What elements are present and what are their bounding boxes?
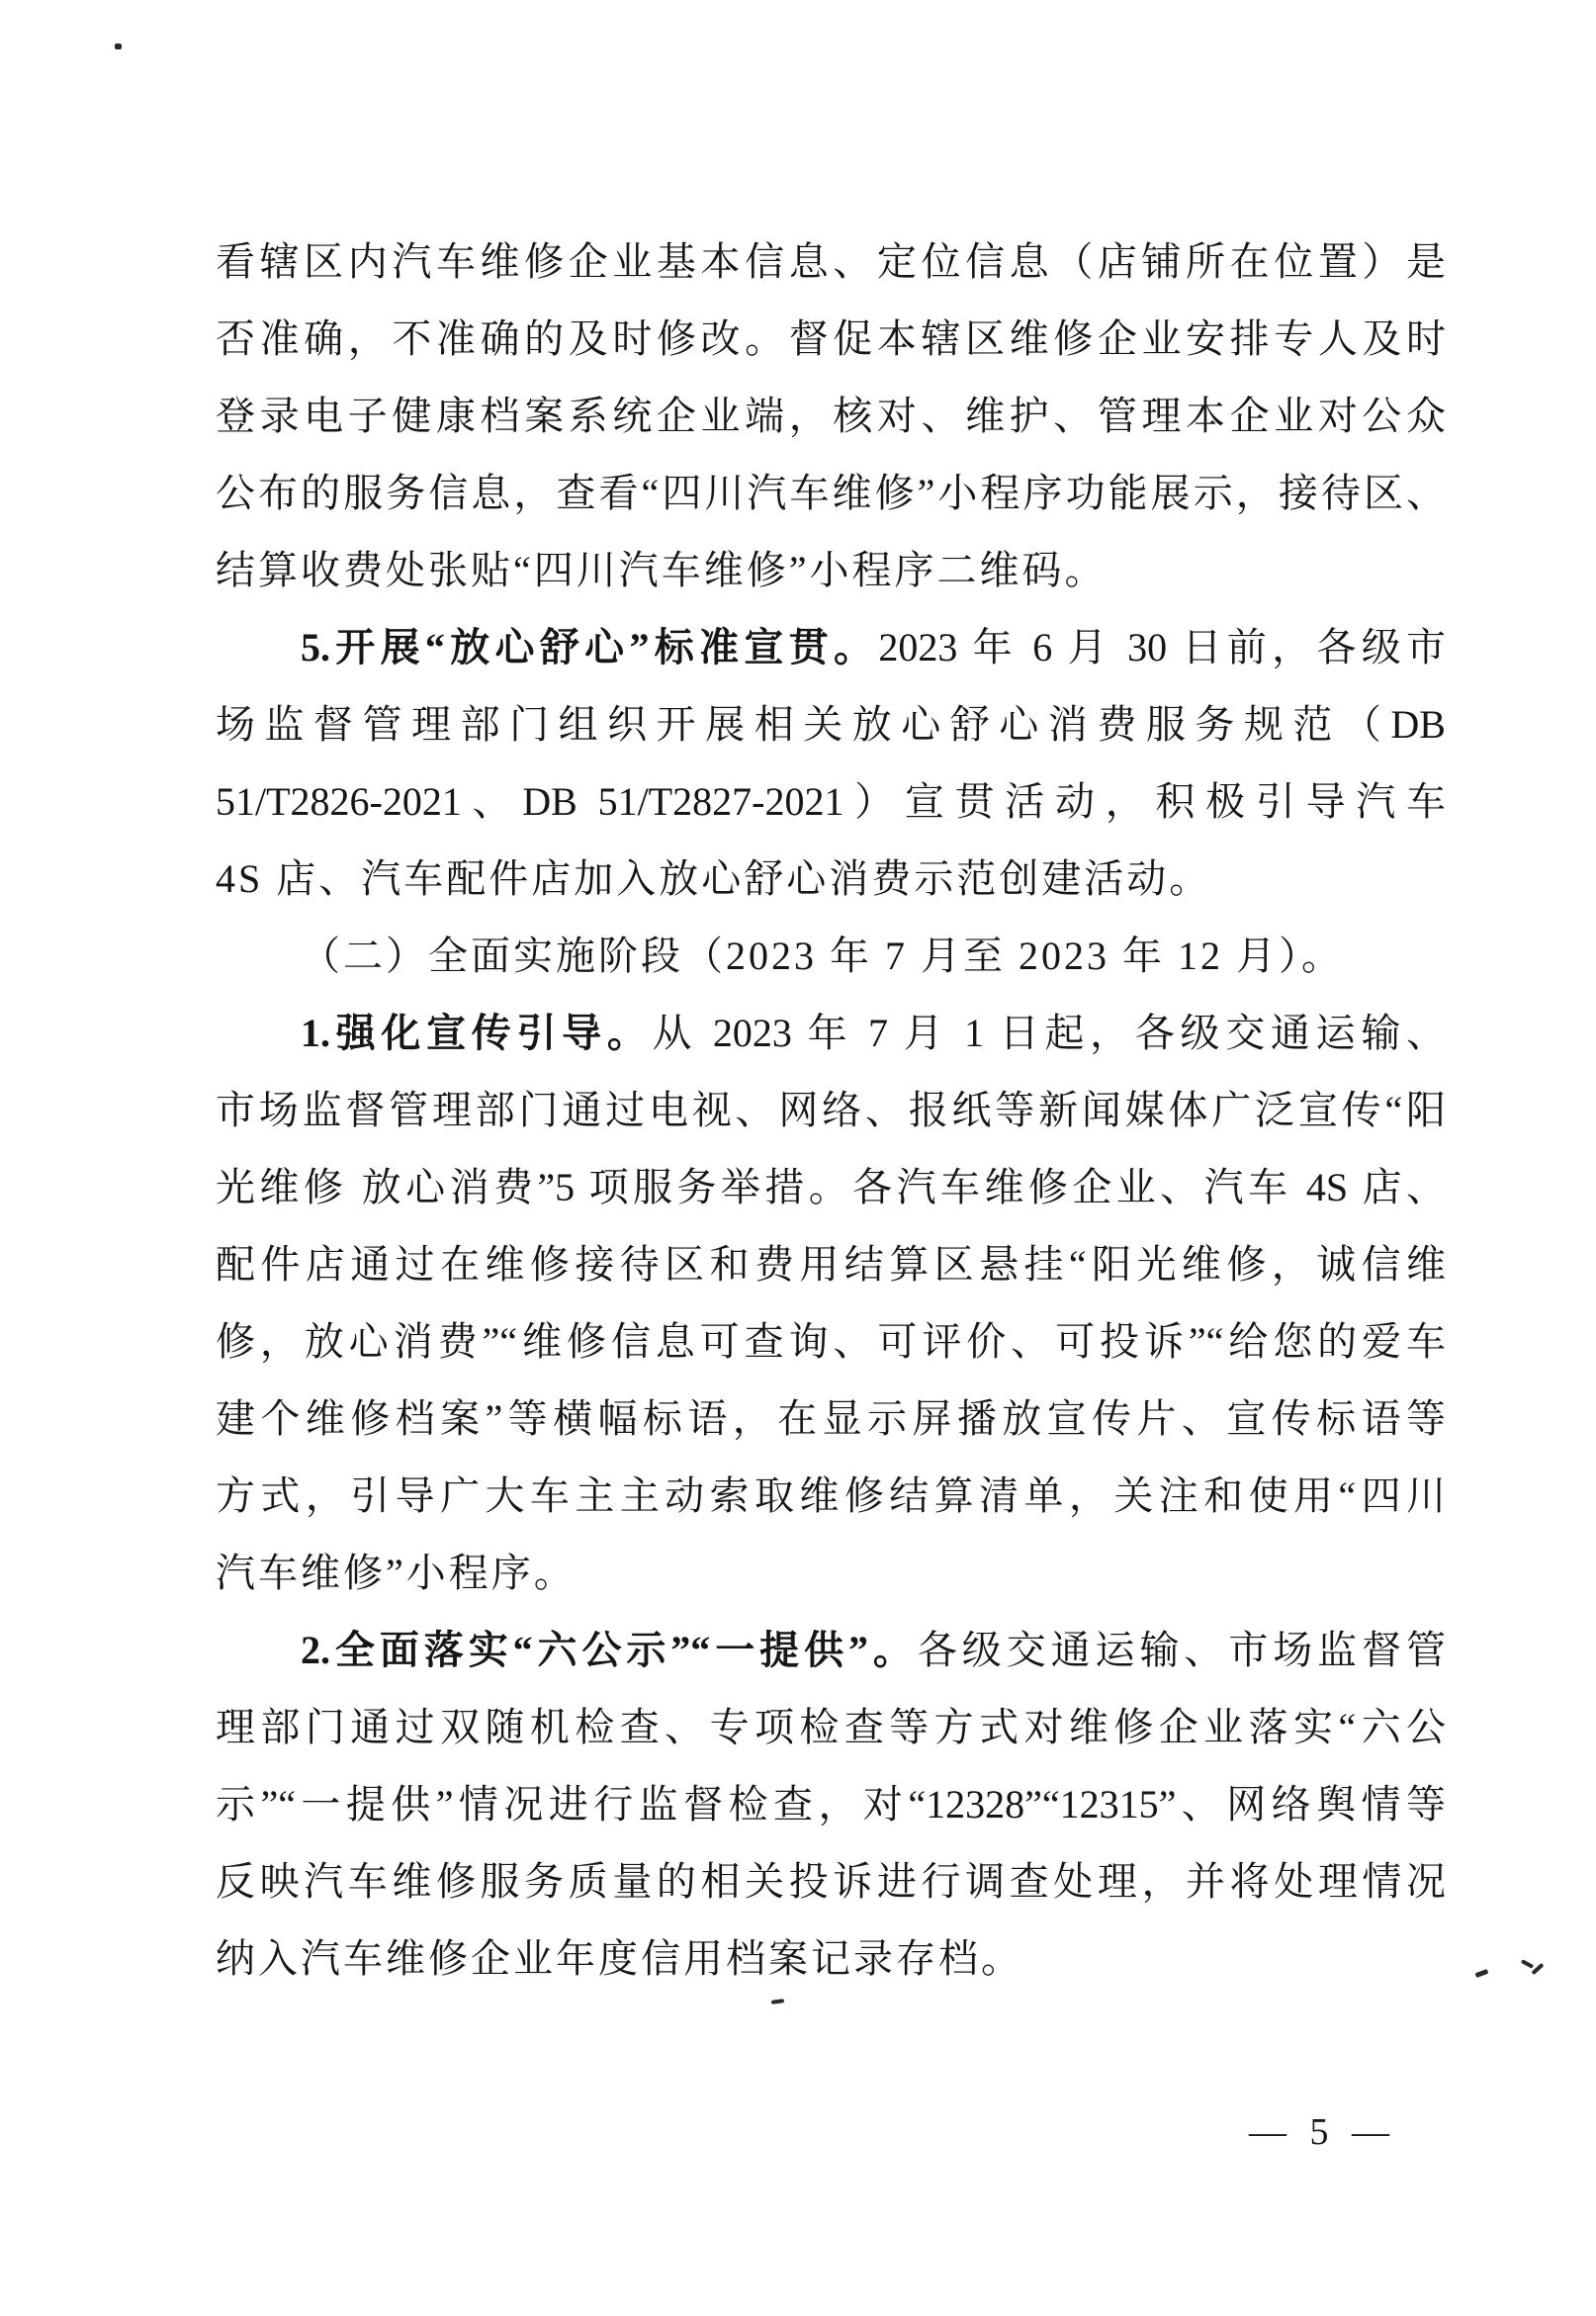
body-text: 方式，引导广大车主主动索取维修结算清单，关注和使用“四川 bbox=[216, 1473, 1446, 1518]
text-line bbox=[216, 1920, 1446, 1998]
body-text: 公布的服务信息，查看“四川汽车维修”小程序功能展示，接待区、 bbox=[216, 471, 1446, 515]
body-text: 示”“一提供”情况进行监督检查，对“12328”“12315”、网络舆情等 bbox=[216, 1782, 1446, 1826]
text-line bbox=[216, 1381, 1446, 1458]
text-line bbox=[216, 1149, 1446, 1226]
page-number: — 5 — bbox=[1249, 2111, 1396, 2153]
text-line bbox=[216, 1689, 1446, 1766]
text-line bbox=[216, 1612, 1446, 1689]
body-text: 看辖区内汽车维修企业基本信息、定位信息（店铺所在位置）是 bbox=[216, 239, 1446, 284]
text-line bbox=[216, 532, 1446, 609]
body-text: 51/T2826-2021、DB 51/T2827-2021）宣贯活动，积极引导汽车 bbox=[216, 779, 1446, 824]
body-text: 建个维修档案”等横幅标语，在显示屏播放宣传片、宣传标语等 bbox=[216, 1396, 1446, 1441]
text-line bbox=[216, 455, 1446, 532]
body-text: 登录电子健康档案系统企业端，核对、维护、管理本企业对公众 bbox=[216, 394, 1446, 438]
scan-speck bbox=[771, 1999, 784, 2004]
text-line bbox=[216, 609, 1446, 686]
text-block bbox=[216, 223, 1446, 1998]
text-line bbox=[216, 301, 1446, 378]
body-text: 从 2023 年 7 月 1 日起，各级交通运输、 bbox=[652, 1011, 1447, 1055]
text-line bbox=[216, 1226, 1446, 1303]
body-text: 2023 年 6 月 30 日前，各级市 bbox=[878, 625, 1447, 669]
body-text: 结算收费处张贴“四川汽车维修”小程序二维码。 bbox=[216, 548, 1108, 592]
body-text: 反映汽车维修服务质量的相关投诉进行调查处理，并将处理情况 bbox=[216, 1859, 1446, 1904]
text-line bbox=[216, 1303, 1446, 1381]
text-line bbox=[216, 918, 1446, 995]
bold-lead-text: 5.开展“放心舒心”标准宣贯。 bbox=[301, 625, 879, 669]
body-text: 否准确，不准确的及时修改。督促本辖区维修企业安排专人及时 bbox=[216, 316, 1446, 361]
text-line bbox=[216, 378, 1446, 455]
body-text: 场监督管理部门组织开展相关放心舒心消费服务规范（DB bbox=[216, 702, 1446, 747]
text-line bbox=[216, 995, 1446, 1072]
text-line bbox=[216, 223, 1446, 301]
text-line bbox=[216, 1843, 1446, 1920]
bold-lead-text: 1.强化宣传引导。 bbox=[301, 1011, 653, 1055]
body-text: 理部门通过双随机检查、专项检查等方式对维修企业落实“六公 bbox=[216, 1705, 1446, 1749]
body-text: 纳入汽车维修企业年度信用档案记录存档。 bbox=[216, 1936, 1023, 1981]
body-text: 4S 店、汽车配件店加入放心舒心消费示范创建活动。 bbox=[216, 856, 1212, 901]
body-text: 各级交通运输、市场监督管 bbox=[917, 1628, 1447, 1672]
body-text: 市场监督管理部门通过电视、网络、报纸等新闻媒体广泛宣传“阳 bbox=[216, 1088, 1446, 1132]
text-line bbox=[216, 1535, 1446, 1612]
text-line bbox=[216, 686, 1446, 763]
body-text: 修，放心消费”“维修信息可查询、可评价、可投诉”“给您的爱车 bbox=[216, 1319, 1446, 1364]
body-text: （二）全面实施阶段（2023 年 7 月至 2023 年 12 月）。 bbox=[301, 934, 1344, 978]
body-text: 配件店通过在维修接待区和费用结算区悬挂“阳光维修，诚信维 bbox=[216, 1242, 1446, 1287]
text-line bbox=[216, 841, 1446, 918]
text-line bbox=[216, 1458, 1446, 1535]
body-text: 汽车维修”小程序。 bbox=[216, 1551, 576, 1595]
text-line bbox=[216, 1766, 1446, 1843]
body-text: 光维修 放心消费”5 项服务举措。各汽车维修企业、汽车 4S 店、 bbox=[216, 1165, 1446, 1209]
text-line bbox=[216, 763, 1446, 841]
text-line bbox=[216, 1072, 1446, 1149]
scan-speck bbox=[1475, 1969, 1489, 1978]
scan-speck bbox=[115, 44, 122, 49]
bold-lead-text: 2.全面落实“六公示”“一提供”。 bbox=[301, 1628, 918, 1672]
scan-speck bbox=[1521, 1959, 1534, 1969]
